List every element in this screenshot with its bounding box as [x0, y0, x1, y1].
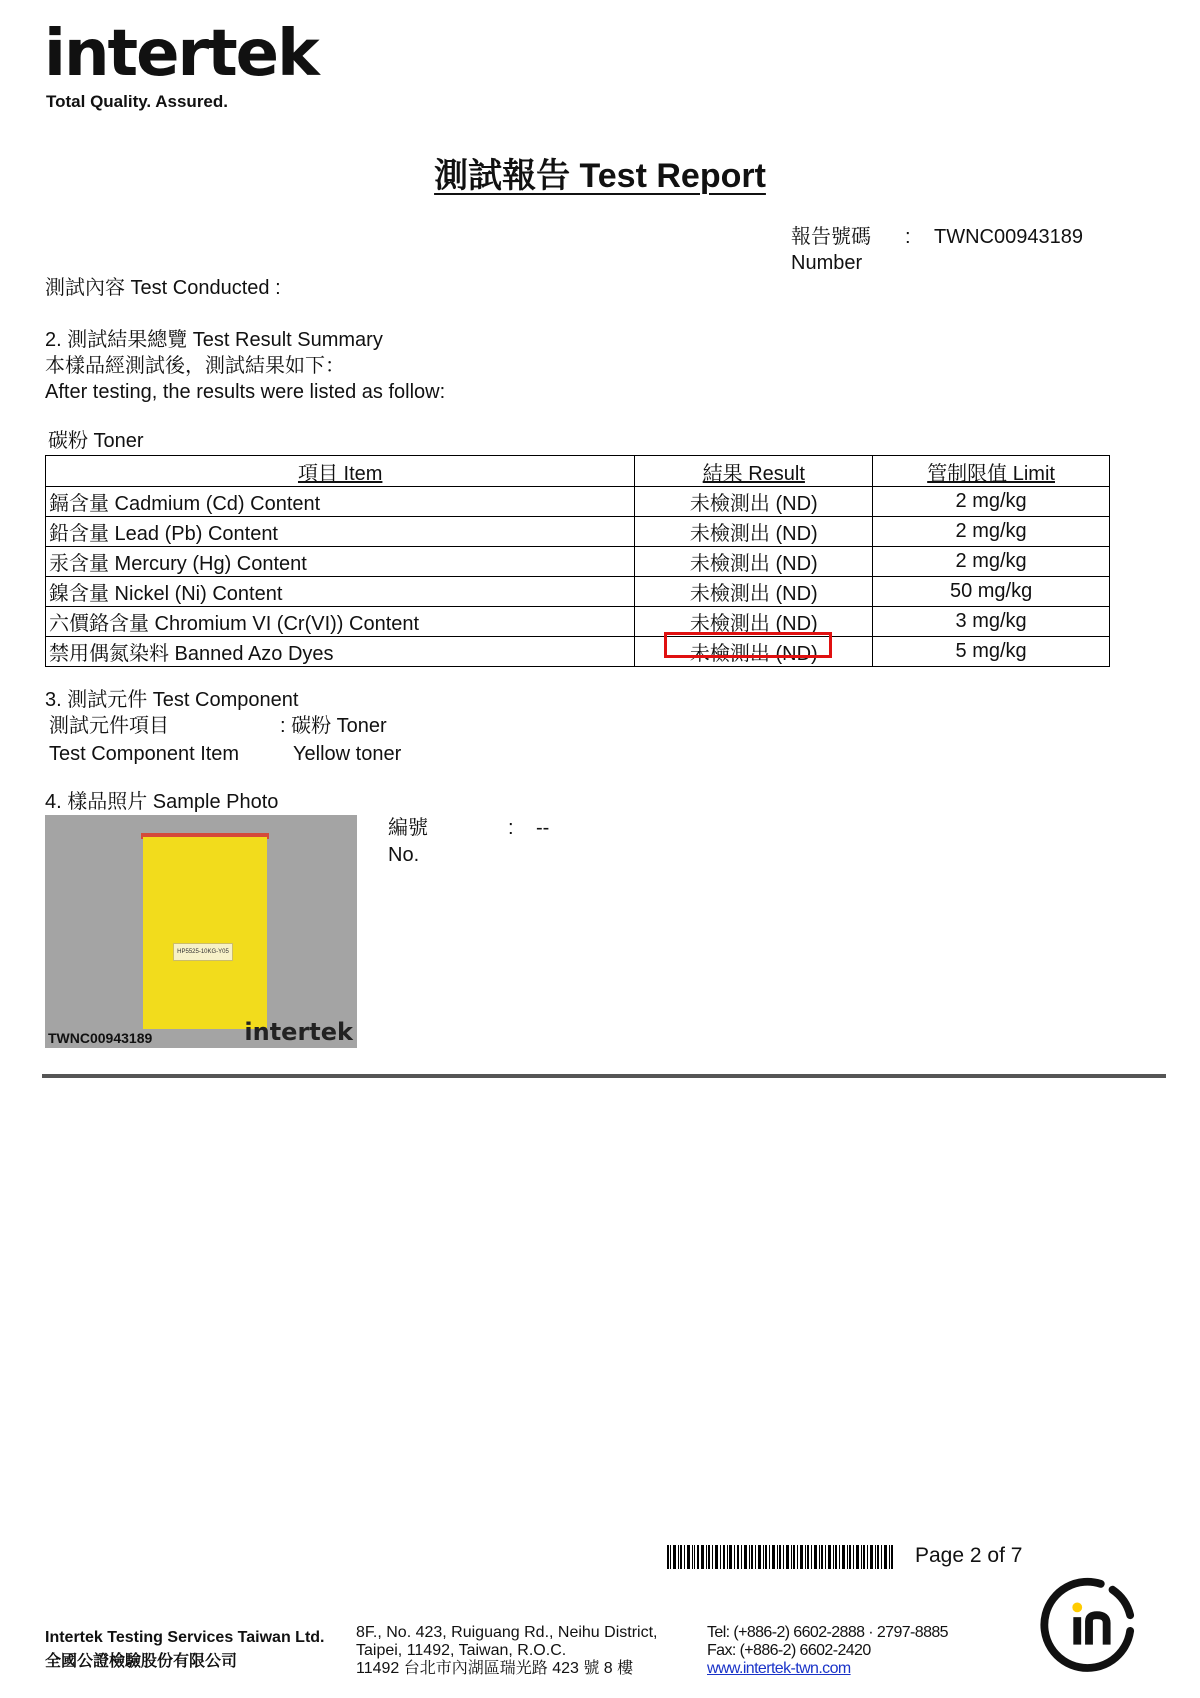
header-result: 結果 Result [635, 456, 873, 487]
row-limit: 5 mg/kg [873, 637, 1110, 667]
footer-contact [707, 1624, 948, 1678]
photo-logo: intertek [244, 1018, 353, 1046]
table-row [46, 547, 1110, 577]
row-limit: 2 mg/kg [873, 517, 1110, 547]
website-link[interactable]: www.intertek-twn.com [707, 1660, 851, 1677]
number-sep: : [508, 817, 514, 839]
barcode-icon [667, 1545, 893, 1569]
number-label-zh: 編號 [388, 817, 428, 839]
summary-heading: 2. 測試結果總覽 Test Result Summary [45, 329, 383, 351]
row-item: 鎳含量 Nickel (Ni) Content [46, 577, 635, 607]
results-table [45, 455, 1110, 667]
number-label-en: No. [388, 844, 420, 866]
row-result: 未檢測出 (ND) [635, 607, 873, 637]
photo-report-id: TWNC00943189 [48, 1030, 153, 1046]
page-title [0, 148, 1200, 197]
table-caption: 碳粉 Toner [48, 430, 144, 452]
component-label-zh: 測試元件項目 [49, 715, 169, 737]
summary-line-en: After testing, the results were listed as follow: [45, 381, 446, 403]
address-line-1: 8F., No. 423, Ruiguang Rd., Neihu District, [356, 1624, 658, 1641]
table-row [46, 517, 1110, 547]
intertek-circle-logo-icon [1040, 1576, 1138, 1674]
test-conducted-heading: 測試內容 Test Conducted : [45, 277, 281, 299]
row-limit: 3 mg/kg [873, 607, 1110, 637]
logo-tagline: Total Quality. Assured. [46, 92, 228, 111]
row-item: 鎘含量 Cadmium (Cd) Content [46, 487, 635, 517]
sample-photo [45, 815, 357, 1048]
page-number: Page 2 of 7 [915, 1544, 1023, 1567]
table-header-row [46, 456, 1110, 487]
fax: Fax: (+886-2) 6602-2420 [707, 1642, 871, 1659]
summary-line-zh: 本樣品經測試後，測試結果如下： [45, 355, 345, 377]
bag-label: HP5525-10KG-Y05 [173, 943, 233, 961]
table-row [46, 607, 1110, 637]
footer-company [45, 1626, 324, 1674]
row-result: 未檢測出 (ND) [635, 637, 873, 667]
table-row [46, 577, 1110, 607]
component-heading: 3. 測試元件 Test Component [45, 689, 299, 711]
header-limit: 管制限值 Limit [873, 456, 1110, 487]
table-row [46, 487, 1110, 517]
report-number-colon: : [905, 226, 911, 248]
row-limit: 2 mg/kg [873, 547, 1110, 577]
intertek-logo: intertek [44, 17, 318, 91]
row-limit: 2 mg/kg [873, 487, 1110, 517]
row-item: 鉛含量 Lead (Pb) Content [46, 517, 635, 547]
component-label-en: Test Component Item [49, 743, 240, 765]
number-value: -- [536, 817, 550, 839]
address-line-2: Taipei, 11492, Taiwan, R.O.C. [356, 1642, 567, 1659]
table-row [46, 637, 1110, 667]
section-divider [42, 1074, 1166, 1078]
component-value-en: Yellow toner [293, 743, 402, 765]
row-item: 禁用偶氮染料 Banned Azo Dyes [46, 637, 635, 667]
company-name-en: Intertek Testing Services Taiwan Ltd. [45, 1629, 325, 1646]
tel: Tel: (+886-2) 6602-2888 · 2797-8885 [707, 1624, 948, 1641]
report-number: TWNC00943189 [934, 226, 1083, 248]
report-number-label-en: Number [791, 252, 863, 274]
row-result: 未檢測出 (ND) [635, 577, 873, 607]
photo-heading: 4. 樣品照片 Sample Photo [45, 791, 279, 813]
row-result: 未檢測出 (ND) [635, 547, 873, 577]
company-name-zh: 全國公證檢驗股份有限公司 [45, 1653, 238, 1670]
highlight-box [664, 632, 832, 658]
address-line-3: 11492 台北市內湖區瑞光路 423 號 8 樓 [356, 1660, 634, 1677]
row-result: 未檢測出 (ND) [635, 487, 873, 517]
page-title-text: 測試報告 Test Report [434, 157, 766, 195]
component-value-zh: : 碳粉 Toner [280, 715, 387, 737]
header-item: 項目 Item [46, 456, 635, 487]
row-result: 未檢測出 (ND) [635, 517, 873, 547]
row-item: 汞含量 Mercury (Hg) Content [46, 547, 635, 577]
report-number-label-zh: 報告號碼 [791, 226, 871, 248]
row-limit: 50 mg/kg [873, 577, 1110, 607]
footer-address [356, 1624, 657, 1678]
toner-bag [143, 837, 267, 1029]
row-item: 六價鉻含量 Chromium VI (Cr(VI)) Content [46, 607, 635, 637]
